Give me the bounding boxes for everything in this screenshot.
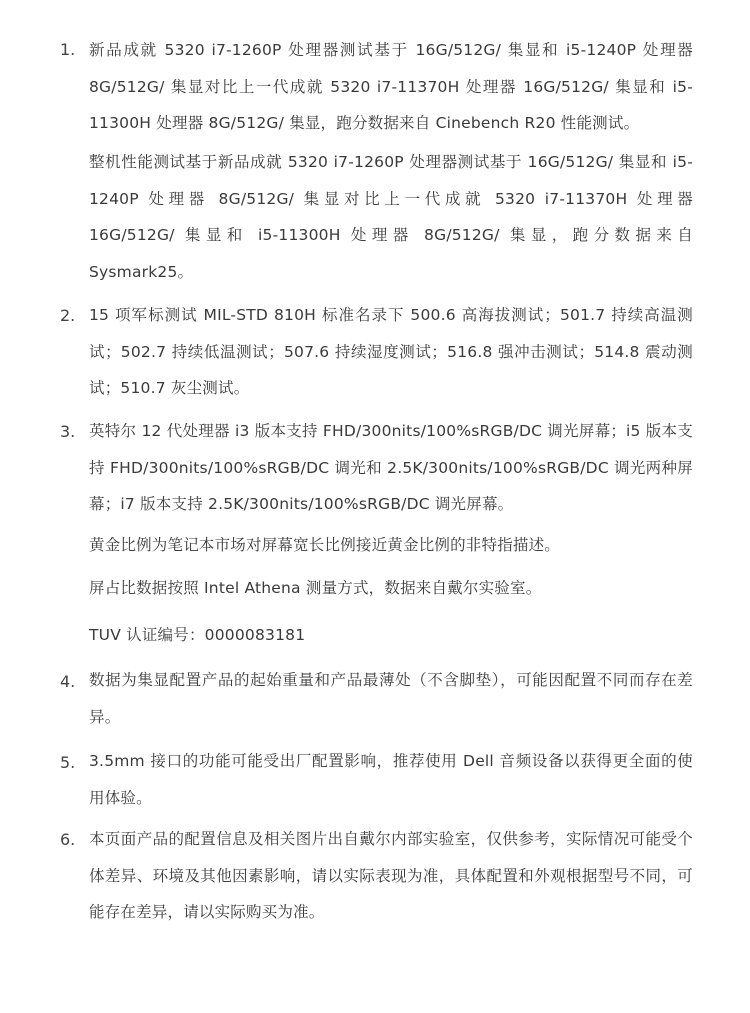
note-paragraph: 英特尔 12 代处理器 i3 版本支持 FHD/300nits/100%sRGB/DC 调光屏幕；i5 版本支持 FHD/300nits/100%sRGB/DC 调光和 2.5K/300nits/100%sRGB/DC 调光两种屏幕；i7 版本支持 2.5K/300nits/100%sRGB/DC 调光屏幕。 <box>89 422 693 513</box>
note-paragraph: 15 项军标测试 MIL-STD 810H 标准名录下 500.6 高海拔测试；501.7 持续高温测试；502.7 持续低温测试；507.6 持续湿度测试；516.8 强冲击测试；514.8 震动测试；510.7 灰尘测试。 <box>89 306 693 397</box>
note-number: 3. <box>60 422 76 441</box>
note-number: 1. <box>60 40 76 59</box>
note-paragraph: 整机性能测试基于新品成就 5320 i7-1260P 处理器测试基于 16G/512G/ 集显和 i5-1240P 处理器 8G/512G/ 集显对比上一代成就 5320 i7-11370H 处理器 16G/512G/ 集显和 i5-11300H 处理器 8G/512G/ 集显，跑分数据来自 Sysmark25。 <box>89 153 693 281</box>
note-paragraph: 本页面产品的配置信息及相关图片出自戴尔内部实验室，仅供参考，实际情况可能受个体差异、环境及其他因素影响，请以实际表现为准，具体配置和外观根据型号不同，可能存在差异，请以实际购买为准。 <box>89 830 693 921</box>
note-number: 4. <box>60 672 76 691</box>
note-paragraph: 新品成就 5320 i7-1260P 处理器测试基于 16G/512G/ 集显和 i5-1240P 处理器 8G/512G/ 集显对比上一代成就 5320 i7-11370H 处理器 16G/512G/ 集显和 i5-11300H 处理器 8G/512G/ 集显，跑分数据来自 Cinebench R20 性能测试。 <box>89 41 693 132</box>
note-paragraph: 3.5mm 接口的功能可能受出厂配置影响，推荐使用 Dell 音频设备以获得更全面的使用体验。 <box>89 752 693 807</box>
note-paragraph: 黄金比例为笔记本市场对屏幕宽长比例接近黄金比例的非特指描述。 <box>89 536 561 554</box>
note-number: 5. <box>60 753 76 772</box>
note-paragraph: 数据为集显配置产品的起始重量和产品最薄处（不含脚垫），可能因配置不同而存在差异。 <box>89 671 693 726</box>
note-paragraph: TUV 认证编号：0000083181 <box>89 626 306 644</box>
note-number: 2. <box>60 306 76 325</box>
note-paragraph: 屏占比数据按照 Intel Athena 测量方式，数据来自戴尔实验室。 <box>89 579 542 597</box>
note-number: 6. <box>60 830 76 849</box>
